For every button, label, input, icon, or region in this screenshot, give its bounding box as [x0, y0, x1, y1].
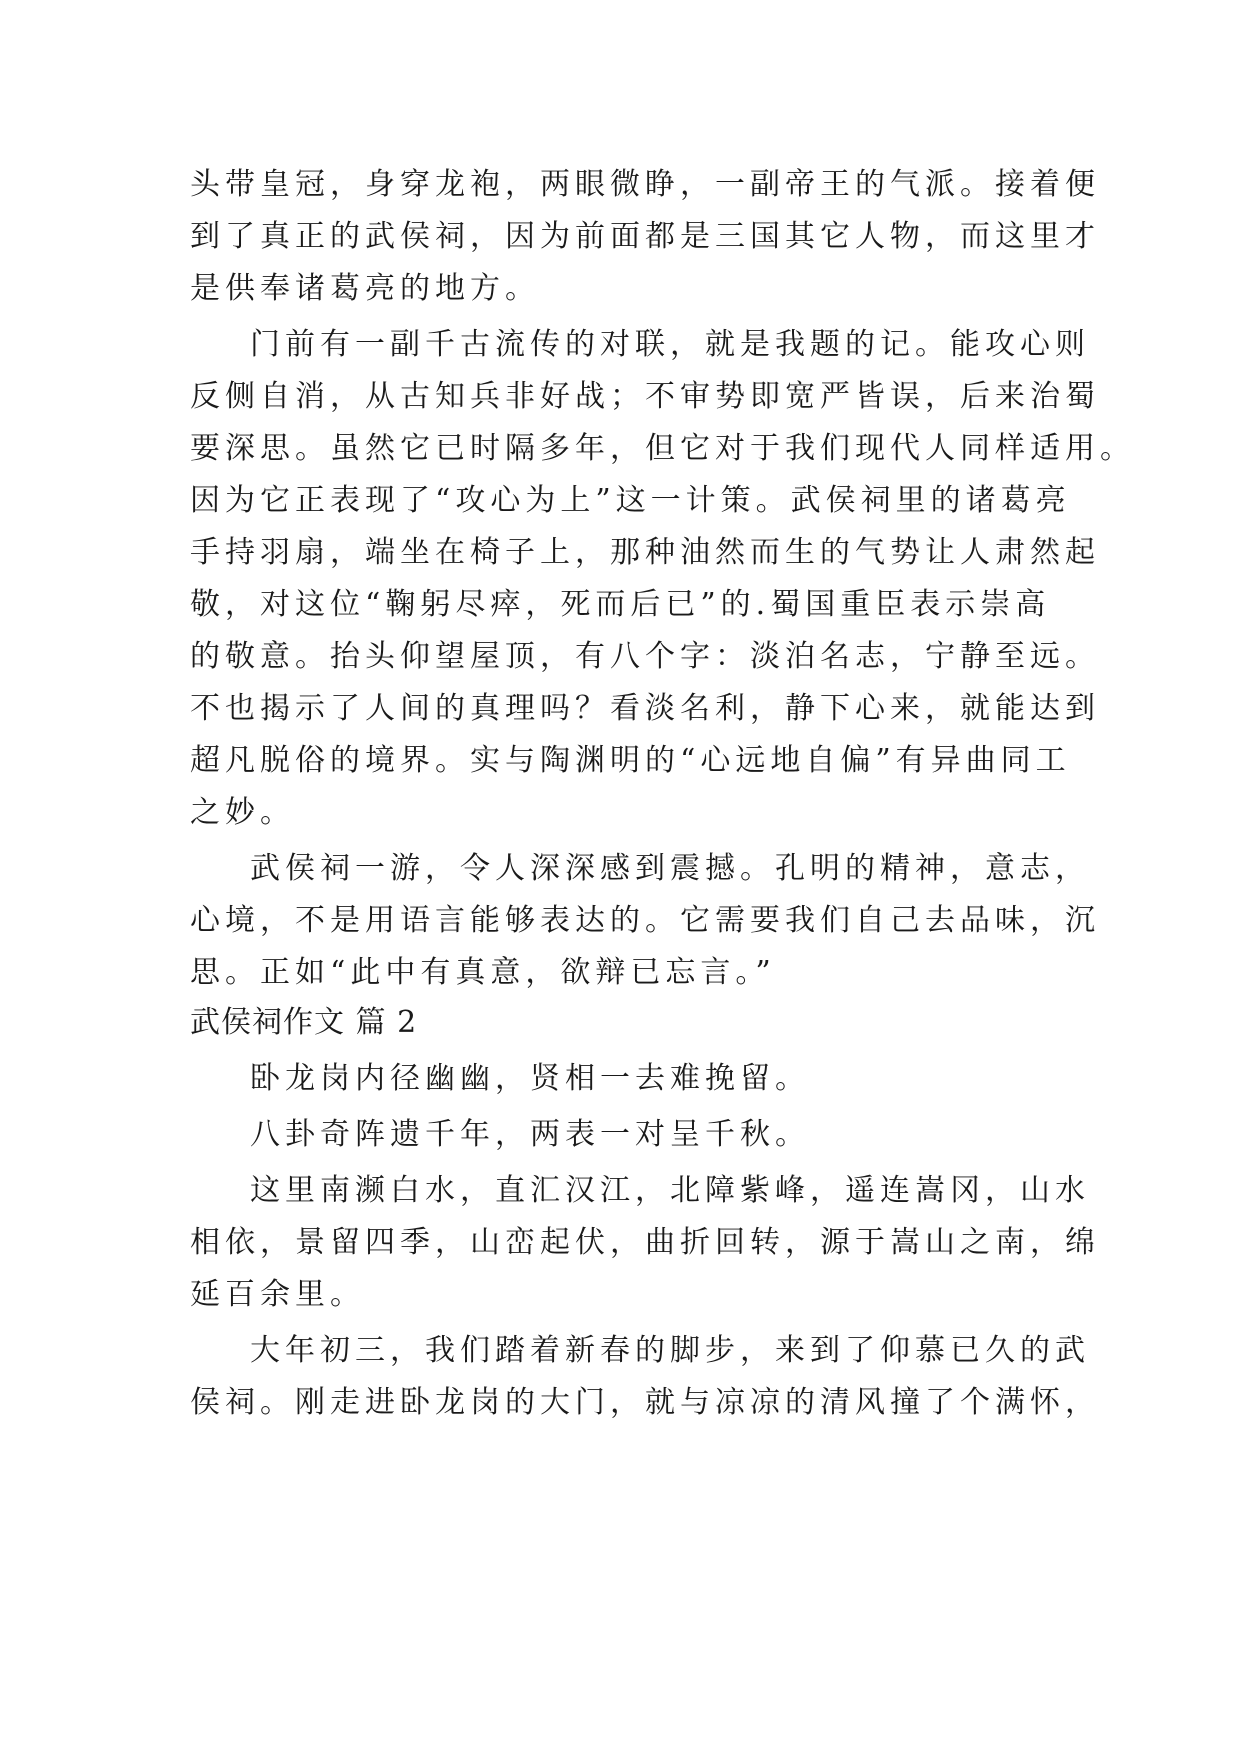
- text-line: 要深思。虽然它已时隔多年，但它对于我们现代人同样适用。: [190, 431, 1135, 466]
- section-heading: 武侯祠作文 篇 2: [190, 1005, 418, 1040]
- text-line: 超凡脱俗的境界。实与陶渊明的“心远地自偏”有异曲同工: [190, 743, 1071, 778]
- text-line: 侯祠。刚走进卧龙岗的大门，就与凉凉的清风撞了个满怀，: [190, 1385, 1100, 1420]
- text-line: 门前有一副千古流传的对联，就是我题的记。能攻心则: [250, 327, 1090, 362]
- text-line: 之妙。: [190, 795, 295, 830]
- text-line: 的敬意。抬头仰望屋顶，有八个字：淡泊名志，宁静至远。: [190, 639, 1100, 674]
- text-line: 武侯祠一游，令人深深感到震撼。孔明的精神，意志，: [250, 851, 1090, 886]
- text-line: 反侧自消，从古知兵非好战；不审势即宽严皆误，后来治蜀: [190, 379, 1100, 414]
- text-line: 卧龙岗内径幽幽，贤相一去难挽留。: [250, 1061, 810, 1096]
- text-line: 这里南濒白水，直汇汉江，北障紫峰，遥连嵩冈，山水: [250, 1173, 1090, 1208]
- text-line: 心境，不是用语言能够表达的。它需要我们自己去品味，沉: [190, 903, 1100, 938]
- text-line: 手持羽扇，端坐在椅子上，那种油然而生的气势让人肃然起: [190, 535, 1100, 570]
- text-line: 是供奉诸葛亮的地方。: [190, 271, 540, 306]
- text-line: 八卦奇阵遗千年，两表一对呈千秋。: [250, 1117, 810, 1152]
- text-line: 思。正如“此中有真意，欲辩已忘言。”: [190, 955, 776, 990]
- text-line: 相依，景留四季，山峦起伏，曲折回转，源于嵩山之南，绵: [190, 1225, 1100, 1260]
- text-line: 到了真正的武侯祠，因为前面都是三国其它人物，而这里才: [190, 219, 1100, 254]
- text-line: 头带皇冠，身穿龙袍，两眼微睁，一副帝王的气派。接着便: [190, 167, 1100, 202]
- text-line: 不也揭示了人间的真理吗？看淡名利，静下心来，就能达到: [190, 691, 1100, 726]
- text-line: 大年初三，我们踏着新春的脚步，来到了仰慕已久的武: [250, 1333, 1090, 1368]
- text-line: 延百余里。: [190, 1277, 365, 1312]
- text-line: 因为它正表现了“攻心为上”这一计策。武侯祠里的诸葛亮: [190, 483, 1071, 518]
- text-line: 敬，对这位“鞠躬尽瘁，死而后已”的.蜀国重臣表示崇高: [190, 587, 1051, 622]
